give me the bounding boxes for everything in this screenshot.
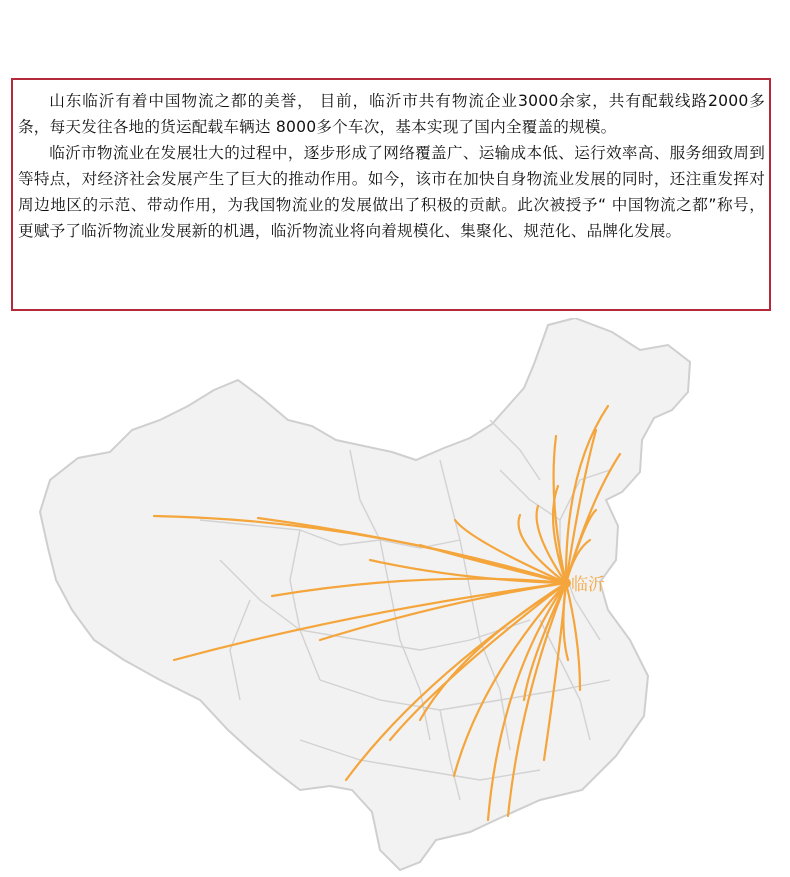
- intro-paragraph-1: 山东临沂有着中国物流之都的美誉， 目前，临沂市共有物流企业3000余家，共有配载线路2000多条，每天发往各地的货运配载车辆达 8000多个车次，基本实现了国内全覆盖的规模。: [18, 92, 765, 136]
- hub-marker: [561, 578, 571, 588]
- map-svg: [0, 318, 790, 877]
- hub-city-label: 临沂: [571, 575, 605, 595]
- intro-text-box: [11, 78, 771, 311]
- china-logistics-map: [0, 318, 790, 877]
- intro-paragraph-2: 临沂市物流业在发展壮大的过程中，逐步形成了网络覆盖广、运输成本低、运行效率高、服务细致周到等特点，对经济社会发展产生了巨大的推动作用。如今，该市在加快自身物流业发展的同时，还注重发挥对周边地区的示范、带动作用，为我国物流业的发展做出了积极的贡献。此次被授予“ 中国物流之都”称号，更赋予了临沂物流业发展新的机遇，临沂物流业将向着规模化、集聚化、规范化、品牌化发展。: [18, 144, 765, 240]
